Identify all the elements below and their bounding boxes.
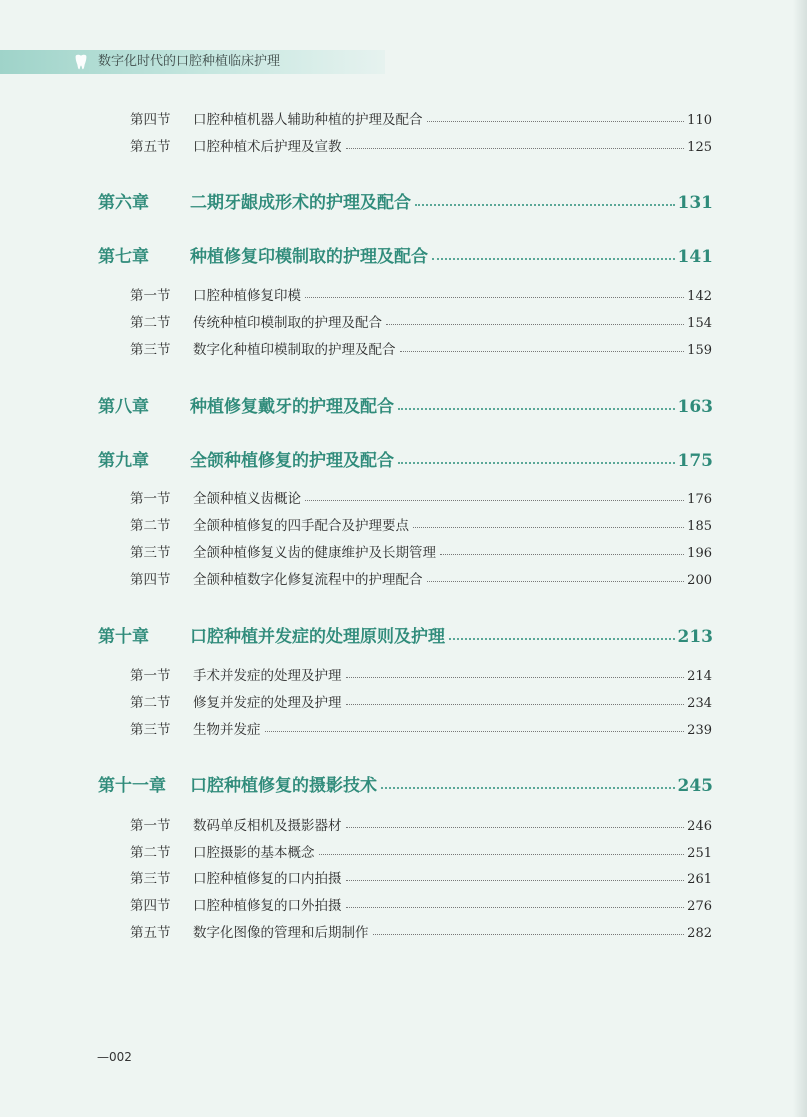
toc-entry-page: 261	[687, 872, 712, 887]
toc-entry-page: 214	[687, 669, 712, 684]
toc-entry-page: 246	[687, 819, 712, 834]
toc-entry-title: 口腔种植术后护理及宣教	[193, 139, 342, 155]
toc-section-entry[interactable]	[130, 921, 712, 941]
dot-leader	[449, 638, 675, 640]
toc-entry-page: 163	[677, 397, 713, 417]
toc-entry-title: 口腔摄影的基本概念	[193, 845, 315, 861]
toc-chapter-entry[interactable]	[98, 389, 713, 417]
toc-entry-number: 第五节	[130, 925, 171, 941]
toc-section-entry[interactable]	[130, 894, 712, 914]
toc-section-entry[interactable]	[130, 284, 712, 304]
page-edge-shadow	[793, 0, 807, 1117]
toc-chapter-entry[interactable]	[98, 185, 713, 213]
toc-entry-number: 第九章	[98, 451, 149, 471]
toc-entry-page: 159	[687, 343, 712, 358]
dot-leader	[265, 731, 685, 732]
toc-entry-number: 第四节	[130, 112, 171, 128]
toc-entry-number: 第二节	[130, 845, 171, 861]
dot-leader	[305, 297, 684, 298]
toc-entry-number: 第七章	[98, 247, 149, 267]
toc-entry-title: 口腔种植修复的口外拍摄	[193, 898, 342, 914]
page-number: —002	[97, 1050, 132, 1064]
toc-entry-number: 第五节	[130, 139, 171, 155]
toc-chapter-entry[interactable]	[98, 239, 713, 267]
toc-entry-page: 142	[687, 289, 712, 304]
dot-leader	[400, 351, 685, 352]
toc-entry-page: 251	[687, 846, 712, 861]
toc-entry-title: 全颌种植义齿概论	[193, 491, 301, 507]
toc-entry-number: 第三节	[130, 342, 171, 358]
toc-entry-number: 第六章	[98, 193, 149, 213]
toc-entry-title: 全颌种植数字化修复流程中的护理配合	[193, 572, 423, 588]
toc-entry-title: 全颌种植修复的护理及配合	[190, 451, 394, 471]
dot-leader	[346, 677, 685, 678]
dot-leader	[346, 907, 685, 908]
tooth-icon	[72, 53, 90, 71]
toc-section-entry[interactable]	[130, 311, 712, 331]
toc-entry-page: 125	[687, 140, 712, 155]
toc-entry-title: 口腔种植修复的口内拍摄	[193, 871, 342, 887]
toc-section-entry[interactable]	[130, 487, 712, 507]
dot-leader	[386, 324, 684, 325]
toc-entry-number: 第二节	[130, 315, 171, 331]
toc-entry-title: 全颌种植修复义齿的健康维护及长期管理	[193, 545, 436, 561]
dot-leader	[427, 581, 685, 582]
toc-entry-page: 141	[677, 247, 713, 267]
dot-leader	[398, 462, 675, 464]
toc-entry-number: 第一节	[130, 288, 171, 304]
toc-entry-title: 全颌种植修复的四手配合及护理要点	[193, 518, 409, 534]
dot-leader	[415, 204, 675, 206]
toc-entry-page: 282	[687, 926, 712, 941]
toc-section-entry[interactable]	[130, 664, 712, 684]
toc-section-entry[interactable]	[130, 867, 712, 887]
toc-entry-title: 口腔种植并发症的处理原则及护理	[190, 627, 445, 647]
dot-leader	[413, 527, 684, 528]
toc-entry-title: 口腔种植修复的摄影技术	[190, 776, 377, 796]
dot-leader	[432, 258, 675, 260]
toc-entry-page: 154	[687, 316, 712, 331]
toc-entry-title: 手术并发症的处理及护理	[193, 668, 342, 684]
toc-entry-number: 第四节	[130, 572, 171, 588]
dot-leader	[381, 787, 675, 789]
toc-entry-page: 175	[677, 451, 713, 471]
toc-entry-title: 生物并发症	[193, 722, 261, 738]
toc-entry-number: 第一节	[130, 491, 171, 507]
toc-entry-title: 修复并发症的处理及护理	[193, 695, 342, 711]
dot-leader	[373, 934, 685, 935]
toc-section-entry[interactable]	[130, 514, 712, 534]
toc-section-entry[interactable]	[130, 568, 712, 588]
running-header	[0, 50, 385, 74]
running-header-title: 数字化时代的口腔种植临床护理	[98, 54, 281, 69]
toc-entry-title: 数码单反相机及摄影器材	[193, 818, 342, 834]
toc-entry-page: 213	[677, 627, 713, 647]
dot-leader	[346, 880, 685, 881]
dot-leader	[319, 854, 685, 855]
toc-chapter-entry[interactable]	[98, 619, 713, 647]
toc-entry-number: 第二节	[130, 518, 171, 534]
toc-entry-page: 196	[687, 546, 712, 561]
toc-entry-number: 第八章	[98, 397, 149, 417]
toc-entry-title: 口腔种植修复印模	[193, 288, 301, 304]
toc-entry-number: 第二节	[130, 695, 171, 711]
toc-chapter-entry[interactable]	[98, 768, 713, 796]
toc-section-entry[interactable]	[130, 691, 712, 711]
toc-entry-number: 第三节	[130, 871, 171, 887]
toc-entry-title: 种植修复戴牙的护理及配合	[190, 397, 394, 417]
toc-entry-page: 185	[687, 519, 712, 534]
toc-entry-title: 种植修复印模制取的护理及配合	[190, 247, 428, 267]
toc-section-entry[interactable]	[130, 135, 712, 155]
toc-entry-page: 131	[677, 193, 713, 213]
toc-section-entry[interactable]	[130, 814, 712, 834]
toc-entry-number: 第三节	[130, 545, 171, 561]
toc-entry-page: 276	[687, 899, 712, 914]
toc-entry-page: 239	[687, 723, 712, 738]
toc-entry-page: 234	[687, 696, 712, 711]
dot-leader	[346, 704, 685, 705]
toc-entry-page: 245	[677, 776, 713, 796]
toc-entry-title: 传统种植印模制取的护理及配合	[193, 315, 382, 331]
toc-section-entry[interactable]	[130, 541, 712, 561]
toc-entry-title: 数字化图像的管理和后期制作	[193, 925, 369, 941]
dot-leader	[398, 408, 675, 410]
toc-entry-page: 176	[687, 492, 712, 507]
dot-leader	[305, 500, 684, 501]
toc-entry-number: 第三节	[130, 722, 171, 738]
dot-leader	[440, 554, 684, 555]
toc-section-entry[interactable]	[130, 718, 712, 738]
toc-entry-page: 110	[687, 113, 712, 128]
toc-section-entry[interactable]	[130, 338, 712, 358]
toc-chapter-entry[interactable]	[98, 443, 713, 471]
toc-entry-title: 口腔种植机器人辅助种植的护理及配合	[193, 112, 423, 128]
toc-entry-number: 第十章	[98, 627, 149, 647]
toc-entry-title: 二期牙龈成形术的护理及配合	[190, 193, 411, 213]
dot-leader	[427, 121, 685, 122]
toc-entry-number: 第四节	[130, 898, 171, 914]
dot-leader	[346, 148, 685, 149]
toc-section-entry[interactable]	[130, 841, 712, 861]
toc-entry-number: 第一节	[130, 818, 171, 834]
toc-section-entry[interactable]	[130, 108, 712, 128]
toc-entry-number: 第一节	[130, 668, 171, 684]
toc-entry-title: 数字化种植印模制取的护理及配合	[193, 342, 396, 358]
toc-entry-number: 第十一章	[98, 776, 166, 796]
dot-leader	[346, 827, 685, 828]
toc-entry-page: 200	[687, 573, 712, 588]
